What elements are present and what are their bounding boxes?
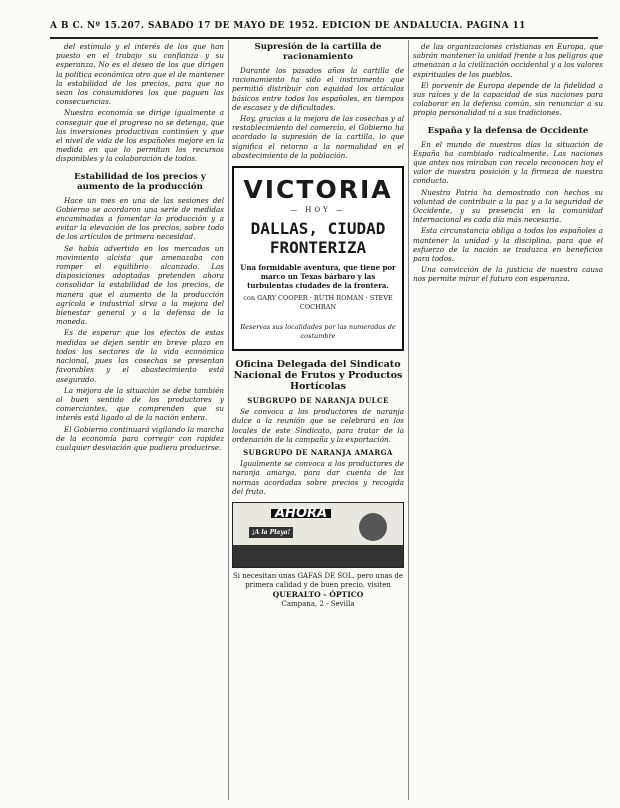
paragraph: Igualmente se convoca a los productores de naranja amarga, para dar cuenta de las normas acordadas sobre precios y recogida del fruto. [232,459,404,496]
cinema-advertisement [232,166,404,351]
ad-word: AHORA [271,509,331,518]
paragraph: Se había advertido en los mercados un movimiento alcista que amenazaba con romper el equilibrio alcanzado. Las disposiciones adoptadas pretenden ahora consolidar la estabilidad de los precios, de manera que el aumento de la producción agrícola e industrial sirva a la mejora del bienestar general y a la defensa de la moneda. [56,243,224,327]
optician-text: Si necesitan unas GAFAS DE SOL, pero unas de primera calidad y de buen precio, visiten [232,572,404,590]
film-description: Una formidable aventura, que tiene por marco un Texas bárbaro y las turbulentas ciudades de la frontera. [240,263,396,291]
film-stars: con GARY COOPER · RUTH ROMAN · STEVE COCHRAN [243,294,393,312]
column-separator [408,40,409,800]
paragraph: Hoy, gracias a la mejora de las cosechas y al restablecimiento del comercio, el Gobierno ha acordado la supresión de la cartilla, lo que significa el retorno a la normalidad en el abastecimiento de la población. [232,114,404,160]
paragraph: El porvenir de Europa depende de la fidelidad a sus raíces y de la capacidad de sus naciones para colaborar en la defensa común, sin renunciar a su propia personalidad ni a sus tradiciones. [413,80,603,118]
subheading: SUBGRUPO DE NARANJA AMARGA [243,448,393,458]
column-separator [228,40,229,800]
paragraph: Durante los pasados años la cartilla de racionamiento ha sido el instrumento que permitió distribuir con equidad los artículos básicos entre todos los españoles, en tiempos de escasez y de dificultades. [232,66,404,112]
ad-hoy: — HOY — [290,206,346,215]
article-heading: Supresión de la cartilla de racionamiento [254,42,382,62]
paragraph: Nuestra Patria ha demostrado con hechos su voluntad de contribuir a la paz y a la seguridad de Occidente, y su presencia en la comunidad internacional es cada día más necesaria. [413,187,603,225]
beach-shade [233,545,403,567]
column-2 [232,42,404,609]
paragraph: El Gobierno continuará vigilando la marcha de la economía para corregir con rapidez cualquier desviación que pudiera producirse. [56,424,224,452]
column-1 [56,42,224,454]
paragraph: de las organizaciones cristianas en Europa, que sabrán mantener la unidad frente a los peligros que amenazan a la civilización occidental y a los valores espirituales de los pueblos. [413,42,603,79]
optician-ad-illustration [232,502,404,568]
article-heading: Estabilidad de los precios y aumento de la producción [74,171,206,192]
paragraph: Esta circunstancia obliga a todos los españoles a mantener la unidad y la disciplina, para que el esfuerzo de la nación se traduzca en beneficios para todos. [413,226,603,264]
paragraph: En el mundo de nuestros días la situación de España ha cambiado radicalmente. Las naciones que antes nos miraban con recelo reconocen hoy el valor de nuestra posición y la firmeza de nuestra conducta. [413,139,603,186]
column-3 [413,42,603,286]
optician-ad [232,572,404,609]
header-rule [50,37,598,39]
paragraph: La mejora de la situación se debe también al buen sentido de los productores y comerciantes, que comprenden que su interés está ligado al de la nación entera. [56,385,224,423]
paragraph: Se convoca a los productores de naranja dulce a la reunión que se celebrará en los locales de este Sindicato, para tratar de la ordenación de la campaña y la exportación. [232,407,404,444]
film-title: DALLAS, CIUDAD FRONTERIZA [250,219,386,258]
sun-icon [359,513,387,541]
subheading: SUBGRUPO DE NARANJA DULCE [247,396,389,406]
paragraph: del estímulo y el interés de los que han puesto en el trabajo su confianza y su esperanza. No es el deseo de los que dirigen la política económica otro que el de mantener la estabilidad de los precios, para que no sean los consumidores los que paguen las consecuencias. [56,42,224,107]
cinema-name: VICTORIA [243,175,393,205]
paragraph: Una convicción de la justicia de nuestra causa nos permite mirar el futuro con esperanza. [413,265,603,284]
paragraph: Hace un mes en una de las sesiones del Gobierno se acordaron una serie de medidas encaminadas a fomentar la producción y a evitar la elevación de los precios, sobre todo de los artículos de primera necesidad. [56,195,224,242]
optician-name: QUERALTO - ÓPTICO [272,590,364,600]
office-heading: Oficina Delegada del Sindicato Nacional de Frutos y Productos Hortícolas [233,359,403,393]
page-header: A B C. Nº 15.207. SABADO 17 DE MAYO DE 1952. EDICION DE ANDALUCIA. PAGINA 11 [50,21,526,31]
paragraph: Nuestra economía se dirige igualmente a conseguir que el progreso no se detenga, que las inversiones productivas continúen y que el nivel de vida de los españoles mejore en la medida en que lo permitan los recursos disponibles y la colaboración de todos. [56,108,224,164]
optician-address: Campana, 2 - Sevilla [281,599,355,608]
article-heading: España y la defensa de Occidente [427,125,589,136]
ad-slogan: ¡A la Playa! [249,527,293,538]
paragraph: Es de esperar que los efectos de estas medidas se dejen sentir en breve plazo en todos los sectores de la vida económica nacional, pues las cosechas se presentan favorables y el abastecimiento está asegurado. [56,328,224,384]
ad-footer: Reservas sus localidades por las numeradas de costumbre [240,322,396,340]
